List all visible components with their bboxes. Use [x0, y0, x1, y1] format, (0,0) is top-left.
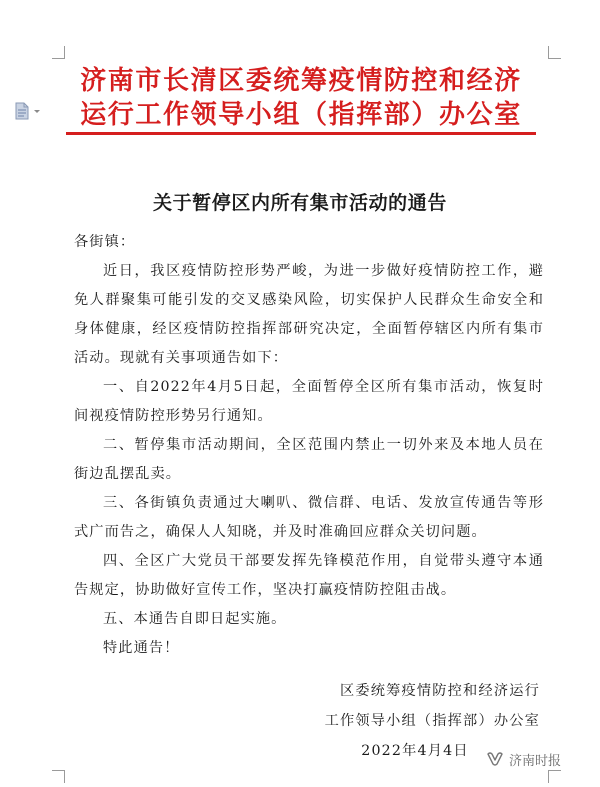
- paragraph-item-1: 一、自2022年4月5日起，全面暂停全区所有集市活动，恢复时间视疫情防控形势另行通知。: [74, 379, 544, 424]
- red-letterhead: [66, 64, 536, 132]
- wechat-channel-icon: [486, 751, 504, 767]
- red-divider-rule: [66, 132, 536, 135]
- salutation: 各街镇：: [74, 234, 136, 250]
- letterhead-line-2: 运行工作领导小组（指挥部）办公室: [80, 100, 522, 130]
- crop-mark-top-right: [548, 46, 561, 59]
- notice-body: [74, 228, 544, 663]
- paragraph-item-5: 五、本通告自即日起实施。: [103, 611, 287, 627]
- crop-mark-top-left: [52, 46, 65, 59]
- document-icon[interactable]: [14, 102, 44, 120]
- closing-line: 特此通告！: [103, 640, 180, 656]
- paragraph-intro: 近日，我区疫情防控形势严峻，为进一步做好疫情防控工作，避免人群聚集可能引发的交叉感染风险，切实保护人民群众生命安全和身体健康，经区疫情防控指挥部研究决定，全面暂停辖区内所有集市活动。现就有关事项通告如下：: [74, 263, 544, 366]
- crop-mark-bottom-right: [548, 770, 561, 783]
- paragraph-item-4: 四、全区广大党员干部要发挥先锋模范作用，自觉带头遵守本通告规定，协助做好宣传工作，坚决打赢疫情防控阻击战。: [74, 553, 544, 598]
- paragraph-item-2: 二、暂停集市活动期间，全区范围内禁止一切外来及本地人员在街边乱摆乱卖。: [74, 437, 544, 482]
- paragraph-item-3: 三、各街镇负责通过大喇叭、微信群、电话、发放宣传通告等形式广而告之，确保人人知晓，并及时准确回应群众关切问题。: [74, 495, 544, 540]
- watermark-text: 济南时报: [509, 753, 562, 769]
- signature-line-1: 区委统筹疫情防控和经济运行: [339, 683, 540, 699]
- notice-title: 关于暂停区内所有集市活动的通告: [152, 192, 447, 214]
- letterhead-line-1: 济南市长清区委统筹疫情防控和经济: [80, 66, 522, 96]
- signature-date: 2022年4月4日: [361, 743, 469, 759]
- signature-line-2: 工作领导小组（指挥部）办公室: [324, 713, 540, 729]
- crop-mark-bottom-left: [52, 770, 65, 783]
- source-watermark: [486, 749, 561, 769]
